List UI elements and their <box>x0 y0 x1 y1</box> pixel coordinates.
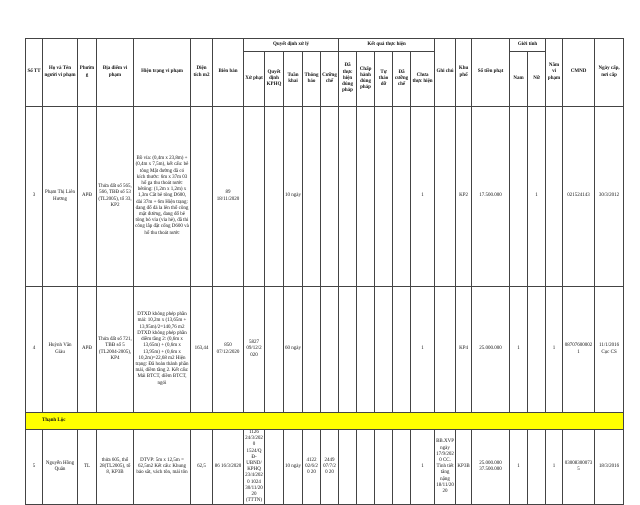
cell-cmnd: 087076000021 <box>563 287 595 413</box>
cell-khu-pho: KP4 <box>456 287 472 413</box>
header-so-tien: Số tiền phạt <box>472 39 510 107</box>
cell-da-cuong-che <box>393 107 411 287</box>
cell-cuong-che <box>321 287 339 413</box>
group-label: Thạnh Lộc <box>26 413 624 430</box>
cell-khu-pho: KP3B <box>456 430 472 505</box>
cell-hien-trang: Bồ vỉa: (0,4m x 23,8m) + (0,4m x 7,5m), kết cấu: bê tông Mặt đường đã có kích thước: 6m x 37m 03 hố ga thu thoát nước bêtông: (1,2m x 1,2m) x 1,3m Cắt bê tông D600, dài 37m + 6m Hiện trạng: đang đổ đá la lên thổ công mặt đường, đang đổ bê tông bó vỉa (vỉa hè), đã thi công lắp đặt cống D600 và hố thu thoát nước <box>134 107 191 287</box>
cell-bien-ban: 850 07/12/2020 <box>213 287 244 413</box>
cell-nam-vp: 1 <box>546 430 563 505</box>
header-tu-khai: Tuần khai <box>284 52 303 107</box>
cell-ho-ten: Phạm Thị Liên Hương <box>43 107 78 287</box>
cell-chua-thuc-hien: 1 <box>411 287 435 413</box>
header-nu: Nữ <box>528 52 546 107</box>
cell-so-tien: 25.000.000 <box>472 287 510 413</box>
cell-hien-trang: DTXD không phép phần mái: 10,2m x (13,65m + 13,95m)/2=140,76 m2 DTXD không phép phần diềm tầng 2: (0,6m x 13,65m) + (0,6m x 13,95m) + (0,6m x 10,2m)=22,68 m2 Hiện trạng: Đã hoàn thành phần mái, diềm tầng 2. Kết cấu: Mái BTCT, diềm BTCT, ngói <box>134 287 191 413</box>
header-hien-trang: Hiện trạng vi phạm <box>134 39 191 107</box>
cell-stt: 3 <box>26 107 43 287</box>
header-kphq: Quyết định KPHQ <box>265 52 284 107</box>
header-ket-qua: Kết quả thực hiện <box>339 39 435 52</box>
cell-xu-phat: 1126 24/3/2020 1524/QĐ-UBND/KPHQ 23/4/2020 1024 30/11/2020 (TTTN) <box>245 430 263 504</box>
cell-dien-tich: 163,44 <box>191 287 213 413</box>
cell-tu-khai: 10 ngày <box>284 430 303 505</box>
header-da-thuc-hien: Đã thực hiện đúng pháp <box>339 52 357 107</box>
cell-tu-khai: 10 ngày <box>284 107 303 287</box>
cell-stt: 5 <box>26 430 43 505</box>
cell-bien-ban: 86 16/3/2020 <box>213 430 244 505</box>
header-chua-thuc-hien: Chưa thực hiện <box>411 52 435 107</box>
cell-phuong: APĐ <box>78 107 97 287</box>
cell-phuong: APĐ <box>78 287 97 413</box>
cell-nam: 1 <box>510 287 528 413</box>
cell-nam <box>510 107 528 287</box>
cell-kphq <box>265 287 284 413</box>
cell-tu-thao-do <box>375 287 393 413</box>
cell-dien-tich: 62,5 <box>191 430 213 505</box>
header-phuong: Phường <box>78 39 97 107</box>
cell-dia-diem: Thửa đất số 721, TBĐ số 5 (TL2004-2005), KP4 <box>97 287 134 413</box>
cell-kphq <box>265 107 284 287</box>
cell-thong-bao <box>303 107 321 287</box>
cell-ghi-chu <box>435 287 456 413</box>
header-thong-bao: Thông báo <box>303 52 321 107</box>
cell-dia-diem: Thửa đất số 565, 566, TBĐ số 53 (TL2005), tổ 33, KP2 <box>97 107 134 287</box>
cell-ho-ten: Nguyễn Hồng Quân <box>43 430 78 505</box>
header-chap-hanh: Chấp hành đúng pháp <box>357 52 375 107</box>
cell-so-tien: 17.500.000 <box>472 107 510 287</box>
cell-chua-thuc-hien: 1 <box>411 430 435 505</box>
cell-ngay-cap: 11/1/2016 Cục CS <box>595 287 624 413</box>
cell-nam-vp: 1 <box>546 287 563 413</box>
header-cuong-che: Cưỡng chế <box>321 52 339 107</box>
cell-phuong: TL <box>78 430 97 505</box>
cell-thong-bao: 4122 02/6/20 20 <box>303 430 321 505</box>
cell-ngay-cap: 18/3/2016 <box>595 430 624 505</box>
header-xu-phat: Xử phạt <box>244 52 265 107</box>
cell-nu <box>528 287 546 413</box>
table-row <box>26 107 624 287</box>
cell-cuong-che: 2449 07/7/20 20 <box>321 430 339 505</box>
violations-table <box>25 38 624 505</box>
cell-ghi-chu: BB.XVP ngày 17/9/2020 CC. Tình tiết tăng nặng 18/11/2020 <box>435 430 456 505</box>
table-row <box>26 287 624 413</box>
cell-thong-bao <box>303 287 321 413</box>
cell-bien-ban: 89 18/11/2020 <box>213 107 244 287</box>
cell-hien-trang: DTVP: 5m x 12,5m = 62,5m2 Kết cấu: Khung bảo sắt, vách tôn, mái tôn <box>134 430 191 505</box>
cell-tu-thao-do <box>375 107 393 287</box>
cell-da-thuc-hien <box>339 107 357 287</box>
cell-chap-hanh <box>357 107 375 287</box>
header-gioi-tinh: Giới tính <box>510 39 546 52</box>
cell-tu-khai: 60 ngày <box>284 287 303 413</box>
cell-khu-pho: KP2 <box>456 107 472 287</box>
header-nam-sinh: Năm vi phạm <box>546 39 563 107</box>
header-stt: Số TT <box>26 39 43 107</box>
cell-ghi-chu <box>435 107 456 287</box>
header-nam: Nam <box>510 52 528 107</box>
header-dia-diem: Địa điểm vi phạm <box>97 39 134 107</box>
header-dien-tich: Diện tích m2 <box>191 39 213 107</box>
cell-da-thuc-hien <box>339 287 357 413</box>
cell-dia-diem: thửa 605, thổ 28(TL2005), tổ 8, KP3B <box>97 430 134 505</box>
header-da-cuong-che: Đã cưỡng chế <box>393 52 411 107</box>
cell-chap-hanh <box>357 287 375 413</box>
cell-chua-thuc-hien: 1 <box>411 107 435 287</box>
cell-cmnd: 030083000735 <box>563 430 595 505</box>
cell-xu-phat: 5827 09/12/2 020 <box>244 287 265 413</box>
header-khu-pho: Khu phố <box>456 39 472 107</box>
header-quyet-dinh: Quyết định xử lý <box>244 39 339 52</box>
cell-stt: 4 <box>26 287 43 413</box>
cell-so-tien: 25.000.000 37.500.000 <box>472 430 510 505</box>
header-bien-ban: Biên bản <box>213 39 244 107</box>
cell-nam-vp <box>546 107 563 287</box>
header-ngay-cap: Ngày cấp, nơi cấp <box>595 39 624 107</box>
cell-da-cuong-che <box>393 287 411 413</box>
header-row-1 <box>26 39 624 52</box>
header-ghi-chu: Ghi chú <box>435 39 456 107</box>
cell-ho-ten: Huỳnh Văn Giàu <box>43 287 78 413</box>
cell-cuong-che <box>321 107 339 287</box>
cell-cmnd: 021524143 <box>563 107 595 287</box>
header-cmnd: CMND <box>563 39 595 107</box>
cell-nam: 1 <box>510 430 528 505</box>
cell-xu-phat <box>244 107 265 287</box>
header-tu-thao-do: Tự tháo dỡ <box>375 52 393 107</box>
cell-nu: 1 <box>528 107 546 287</box>
cell-ngay-cap: 30/3/2012 <box>595 107 624 287</box>
cell-dien-tich <box>191 107 213 287</box>
group-row <box>26 413 624 430</box>
header-ho-ten: Họ và Tên người vi phạm <box>43 39 78 107</box>
